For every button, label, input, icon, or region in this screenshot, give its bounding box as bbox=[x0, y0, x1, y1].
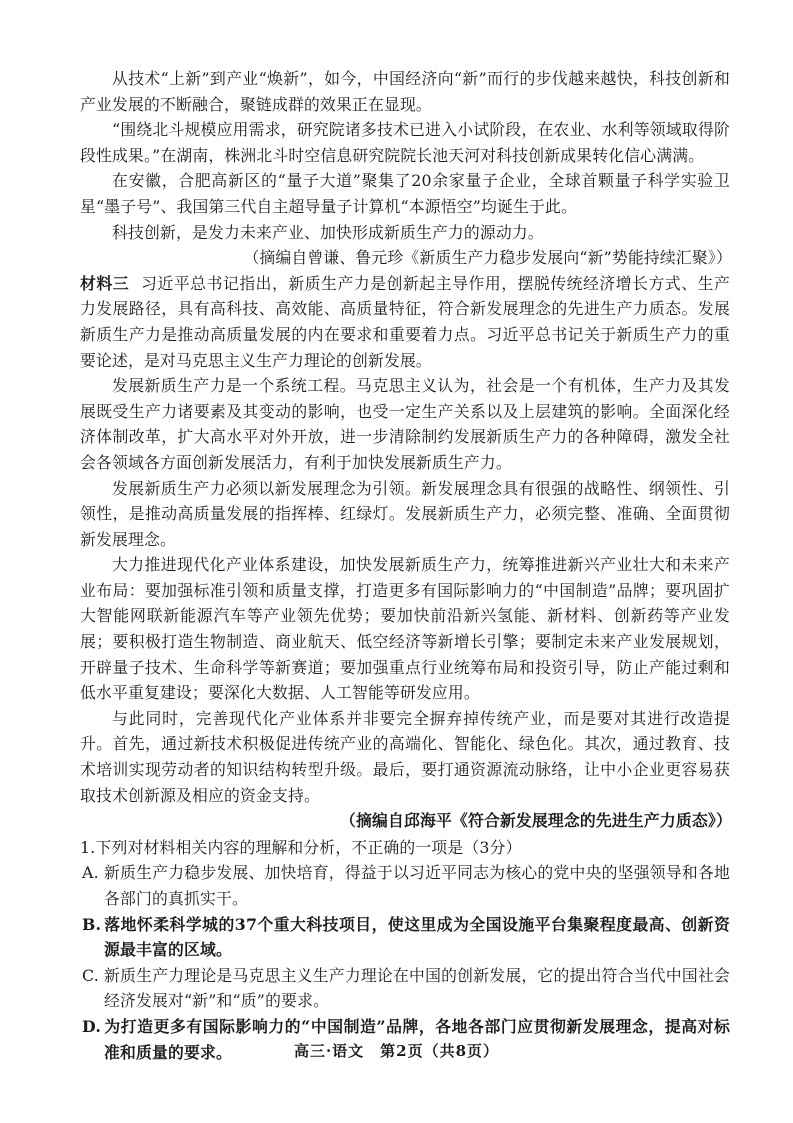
option-letter: C. bbox=[82, 965, 99, 985]
paragraph: 从技术“上新”到产业“焕新”，如今，中国经济向“新”而行的步伐越来越快，科技创新和产业发展的不断融合，聚链成群的效果正在显现。 bbox=[80, 69, 730, 114]
paragraph: “围绕北斗规模应用需求，研究院诸多技术已进入小试阶段，在农业、水利等领域取得阶段性成果。”在湖南，株洲北斗时空信息研究院院长池天河对科技创新成果转化信心满满。 bbox=[80, 120, 730, 165]
option-text: 为打造更多有国际影响力的“中国制造”品牌，各地各部门应贯彻新发展理念，提高对标准和质量的要求。 bbox=[104, 1016, 730, 1062]
material-label: 材料三 bbox=[80, 273, 130, 293]
question-option bbox=[80, 963, 730, 1014]
option-letter: A. bbox=[82, 863, 99, 883]
material-three-paragraph bbox=[80, 271, 730, 373]
paragraph: 在安徽，合肥高新区的“量子大道”聚集了20余家量子企业，全球首颗量子科学实验卫星“墨子号”、我国第三代自主超导量子计算机“本源悟空”均诞生于此。 bbox=[80, 171, 730, 216]
option-text: 落地怀柔科学城的37个重大科技项目，使这里成为全国设施平台集聚程度最高、创新资源最丰富的区域。 bbox=[104, 914, 730, 960]
source-citation: （摘编自邱海平《符合新发展理念的先进生产力质态》） bbox=[339, 811, 732, 831]
option-text: 新质生产力稳步发展、加快培育，得益于以习近平同志为核心的党中央的坚强领导和各地各部门的真抓实干。 bbox=[104, 863, 730, 908]
question-stem: 1.下列对材料相关内容的理解和分析，不正确的一项是（3分） bbox=[80, 837, 522, 857]
paragraph: 科技创新，是发力未来产业、加快形成新质生产力的源动力。 bbox=[112, 222, 544, 242]
option-letter: D. bbox=[82, 1016, 102, 1036]
question-option bbox=[80, 912, 730, 963]
paragraph: 大力推进现代化产业体系建设，加快发展新质生产力，统筹推进新兴产业壮大和未来产业布局：要加强标准引领和质量支撑，打造更多有国际影响力的“中国制造”品牌；要巩固扩大智能网联新能源汽车等产业领先优势；要加快前沿新兴氢能、新材料、创新药等产业发展；要积极打造生物制造、商业航天、低空经济等新增长引擎；要制定未来产业发展规划，开辟量子技术、生命科学等新赛道；要加强重点行业统筹布局和投资引导，防止产能过剩和低水平重复建设；要深化大数据、人工智能等研发应用。 bbox=[80, 555, 730, 703]
paragraph-text: 习近平总书记指出，新质生产力是创新起主导作用，摆脱传统经济增长方式、生产力发展路径，具有高科技、高效能、高质量特征，符合新发展理念的先进生产力质态。发展新质生产力是推动高质量发展的内在要求和重要着力点。习近平总书记关于新质生产力的重要论述，是对马克思主义生产力理论的创新发展。 bbox=[80, 273, 730, 370]
page-footer: 高三·语文 第2页（共8页） bbox=[293, 1042, 500, 1060]
source-citation: （摘编自曾谦、鲁元珍《新质生产力稳步发展向“新”势能持续汇聚》） bbox=[243, 248, 732, 268]
paragraph: 发展新质生产力是一个系统工程。马克思主义认为，社会是一个有机体，生产力及其发展既受生产力诸要素及其变动的影响，也受一定生产关系以及上层建筑的影响。全面深化经济体制改革，扩大高水平对外开放，进一步清除制约发展新质生产力的各种障碍，激发全社会各领域各方面创新发展活力，有利于加快发展新质生产力。 bbox=[80, 376, 730, 472]
question-option bbox=[80, 860, 730, 911]
paragraph: 与此同时，完善现代化产业体系并非要完全摒弃掉传统产业，而是要对其进行改造提升。首先，通过新技术积极促进传统产业的高端化、智能化、绿色化。其次，通过教育、技术培训实现劳动者的知识结构转型升级。最后，要打通资源流动脉络，让中小企业更容易获取技术创新源及相应的资金支持。 bbox=[80, 708, 730, 805]
paragraph: 发展新质生产力必须以新发展理念为引领。新发展理念具有很强的战略性、纲领性、引领性，是推动高质量发展的指挥棒、红绿灯。发展新质生产力，必须完整、准确、全面贯彻新发展理念。 bbox=[80, 478, 730, 549]
option-letter: B. bbox=[82, 914, 102, 934]
option-text: 新质生产力理论是马克思主义生产力理论在中国的创新发展，它的提出符合当代中国社会经济发展对“新”和“质”的要求。 bbox=[104, 965, 730, 1011]
page-content bbox=[80, 66, 730, 1065]
